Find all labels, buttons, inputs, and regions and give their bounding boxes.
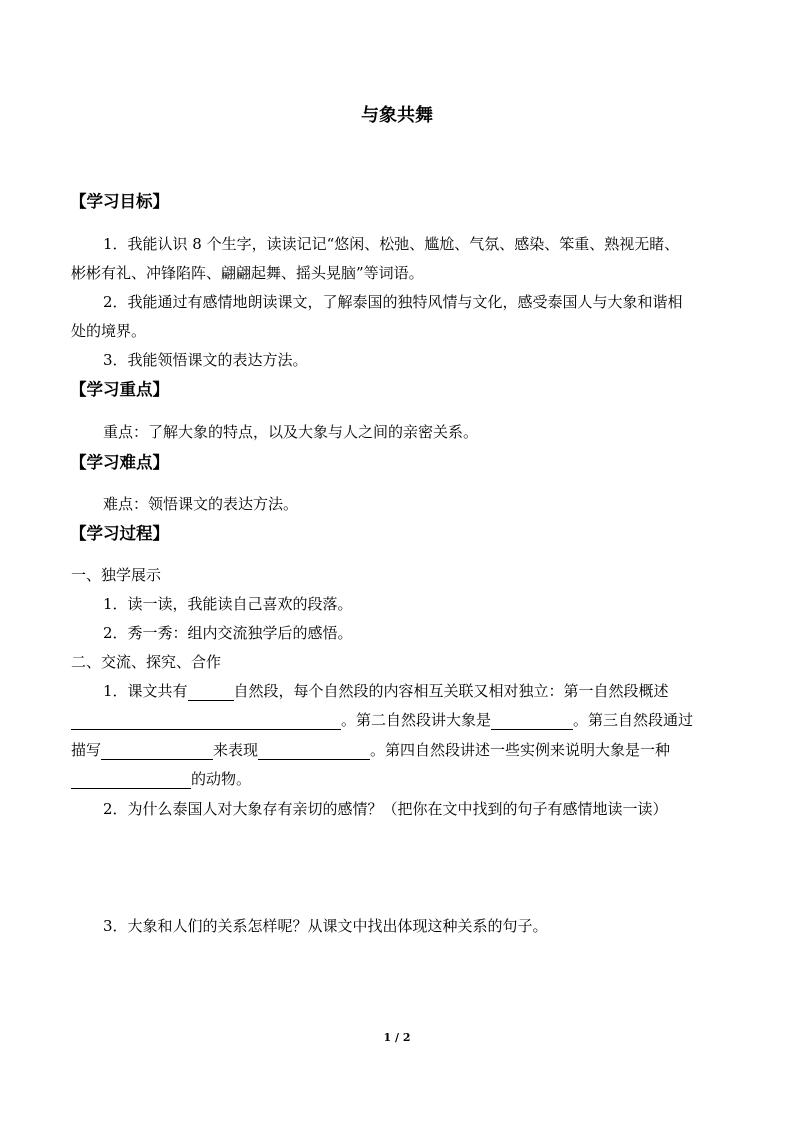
question-1-text: 1．课文共有	[103, 682, 188, 700]
fill-blank-paragraph-2[interactable]	[491, 713, 573, 730]
fill-blank-paragraph-3-description[interactable]	[101, 743, 213, 760]
goal-2-line-2: 处的境界。	[71, 322, 147, 340]
part-1-item-2: 2．秀一秀：组内交流独学后的感悟。	[103, 624, 353, 642]
fill-blank-paragraph-count[interactable]	[188, 684, 234, 701]
question-1-line-1	[103, 681, 669, 701]
page-title: 与象共舞	[361, 105, 433, 126]
question-1-text: 来表现	[213, 741, 259, 759]
question-1-text: 。第二自然段讲大象是	[341, 711, 492, 729]
keypoint-text: 重点：了解大象的特点，以及大象与人之间的亲密关系。	[103, 423, 479, 441]
fill-blank-paragraph-4[interactable]	[71, 772, 191, 789]
part-2-heading: 二、交流、探究、合作	[71, 653, 222, 671]
section-heading-process: 【学习过程】	[70, 524, 169, 543]
question-1-line-2	[71, 710, 693, 730]
question-1-line-4	[71, 769, 251, 789]
section-heading-goals: 【学习目标】	[70, 192, 169, 211]
goal-1-line-2: 彬彬有礼、冲锋陷阵、翩翩起舞、摇头晃脑”等词语。	[71, 264, 424, 282]
question-1-text: 自然段，每个自然段的内容相互关联又相对独立：第一自然段概述	[233, 682, 669, 700]
question-3: 3．大象和人们的关系怎样呢？从课文中找出体现这种关系的句子。	[103, 917, 548, 935]
difficulty-text: 难点：领悟课文的表达方法。	[103, 495, 299, 513]
part-1-item-1: 1．读一读，我能读自己喜欢的段落。	[103, 595, 353, 613]
question-1-text: 。第四自然段讲述一些实例来说明大象是一种	[370, 741, 671, 759]
fill-blank-paragraph-3-shows[interactable]	[258, 743, 370, 760]
question-1-text: 。第三自然段通过	[573, 711, 694, 729]
page-number: 1 / 2	[383, 1031, 411, 1044]
question-1-text: 的动物。	[191, 770, 252, 788]
question-1-line-3	[71, 740, 670, 760]
section-heading-keypoints: 【学习重点】	[70, 380, 169, 399]
goal-2-line-1: 2．我能通过有感情地朗读课文，了解泰国的独特风情与文化，感受泰国人与大象和谐相	[103, 293, 683, 311]
part-1-heading: 一、独学展示	[71, 566, 162, 584]
goal-1-line-1: 1．我能认识 8 个生字，读读记记“悠闲、松弛、尴尬、气氛、感染、笨重、熟视无睹、	[103, 235, 680, 253]
fill-blank-paragraph-1-summary[interactable]	[71, 713, 341, 730]
question-1-text: 描写	[71, 741, 102, 759]
section-heading-difficulty: 【学习难点】	[70, 453, 169, 472]
question-2: 2．为什么泰国人对大象存有亲切的感情？（把你在文中找到的句子有感情地读一读）	[103, 800, 668, 818]
goal-3: 3．我能领悟课文的表达方法。	[103, 351, 308, 369]
